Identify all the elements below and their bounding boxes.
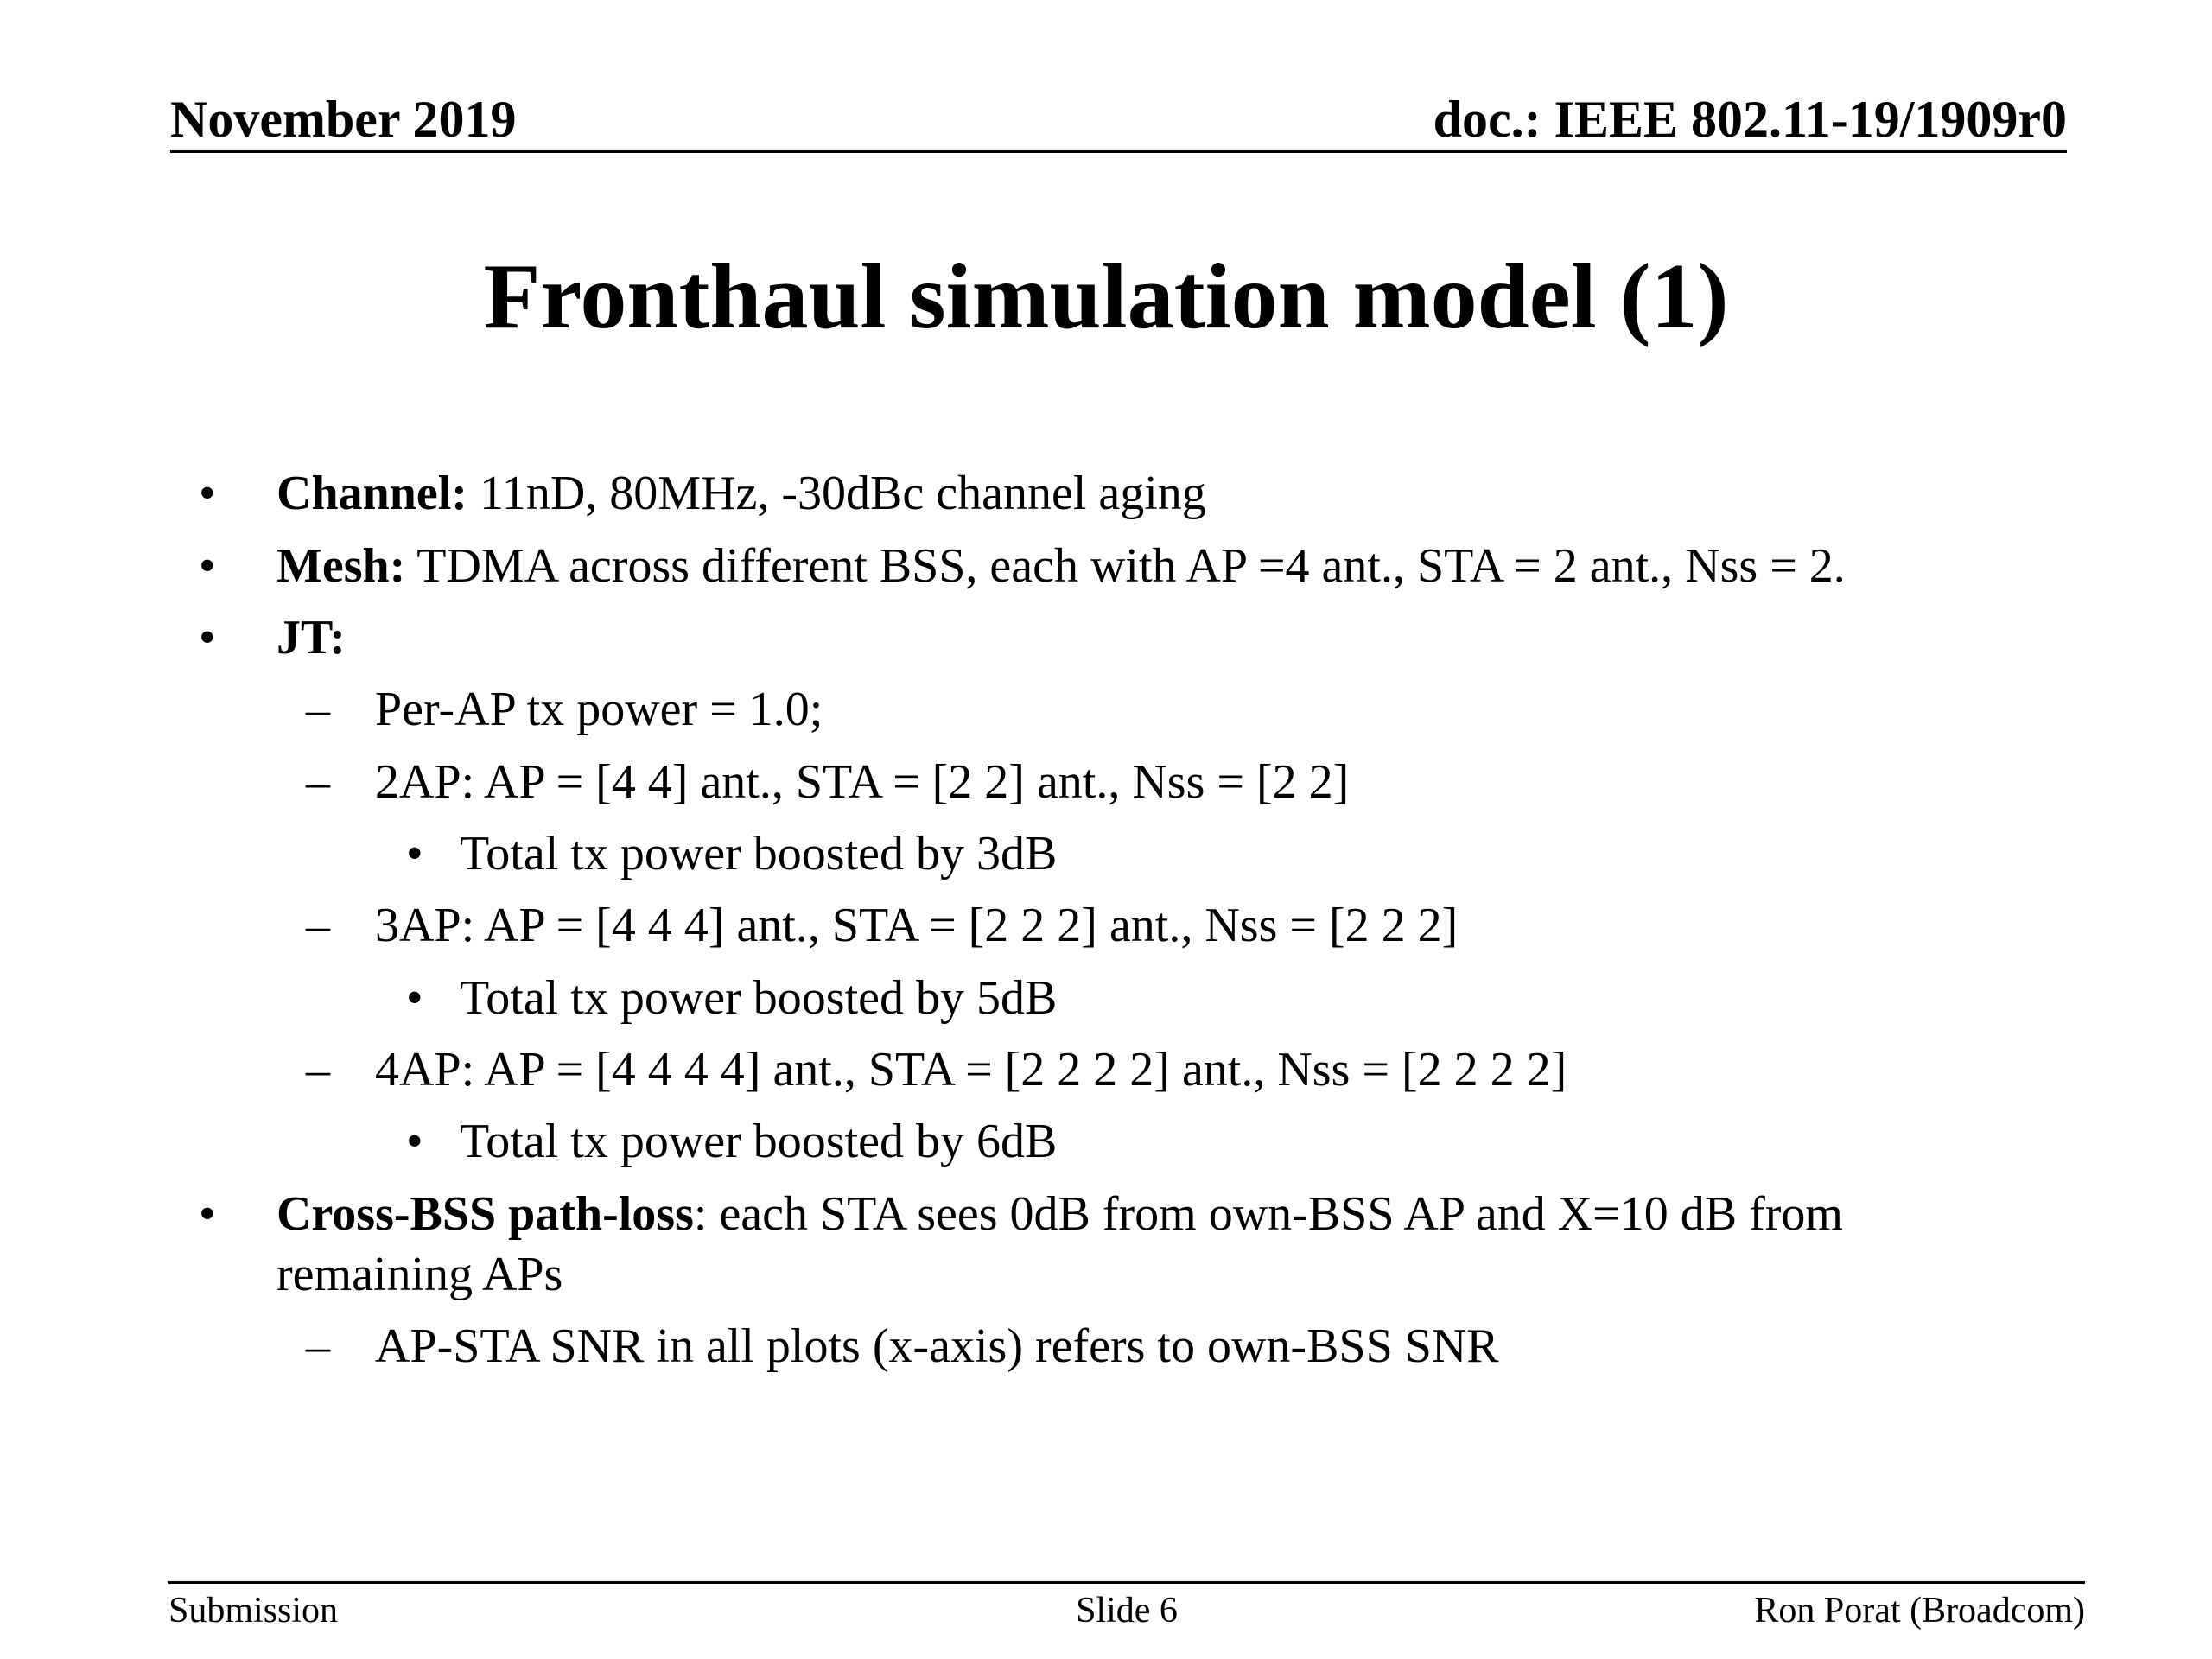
dash-marker: – (306, 899, 330, 952)
sub-item-text: 3AP: AP = [4 4 4] ant., STA = [2 2 2] ant., Nss = [2 2 2] (375, 899, 1459, 952)
bullet-label: Channel: (276, 467, 467, 520)
sub-sub-item (406, 1115, 1058, 1168)
bullet-cross-bss (199, 1187, 1843, 1241)
sub-item (306, 755, 1350, 809)
bullet-jt (199, 611, 346, 664)
bullet-marker: • (199, 539, 216, 593)
bullet-cross-bss-continued (276, 1250, 563, 1299)
bullet-text: TDMA across different BSS, each with AP =4 ant., STA = 2 ant., Nss = 2. (405, 539, 1846, 593)
header-date: November 2019 (170, 91, 517, 148)
slide-footer (168, 1581, 2085, 1630)
footer-submission: Submission (168, 1591, 339, 1630)
bullet-marker: • (199, 467, 216, 520)
dash-marker: – (306, 683, 330, 736)
bullet-text: 11nD, 80MHz, -30dBc channel aging (467, 467, 1206, 520)
sub-item (306, 1319, 1499, 1373)
dash-marker: – (306, 1043, 330, 1096)
sub-item-text: AP-STA SNR in all plots (x-axis) refers to own-BSS SNR (375, 1319, 1499, 1373)
bullet-marker: • (406, 827, 423, 880)
bullet-marker: • (199, 611, 216, 664)
sub-item-text: Per-AP tx power = 1.0; (375, 683, 823, 736)
dash-marker: – (306, 1319, 330, 1373)
bullet-marker: • (406, 1115, 423, 1168)
footer-slide-number: Slide 6 (1076, 1591, 1178, 1630)
bullet-text: remaining APs (276, 1248, 563, 1301)
sub-sub-item-text: Total tx power boosted by 5dB (460, 971, 1058, 1025)
sub-item-text: 2AP: AP = [4 4] ant., STA = [2 2] ant., Nss = [2 2] (375, 755, 1350, 809)
sub-sub-item-text: Total tx power boosted by 3dB (460, 827, 1058, 880)
sub-item-text: 4AP: AP = [4 4 4 4] ant., STA = [2 2 2 2] ant., Nss = [2 2 2 2] (375, 1043, 1567, 1096)
sub-item (306, 1043, 1567, 1096)
slide-title: Fronthaul simulation model (1) (483, 245, 1729, 348)
bullet-mesh (199, 539, 1846, 593)
sub-item (306, 683, 823, 736)
dash-marker: – (306, 755, 330, 809)
sub-sub-item (406, 827, 1058, 880)
bullet-marker: • (199, 1187, 216, 1241)
bullet-label: Mesh: (276, 539, 406, 593)
sub-sub-item-text: Total tx power boosted by 6dB (460, 1115, 1058, 1168)
bullet-label: Cross-BSS path-loss (276, 1187, 694, 1241)
footer-author: Ron Porat (Broadcom) (1754, 1591, 2085, 1630)
sub-sub-item (406, 971, 1058, 1025)
bullet-marker: • (406, 971, 423, 1025)
bullet-channel (199, 467, 1206, 520)
bullet-label: JT: (276, 611, 346, 664)
header-doc-id: doc.: IEEE 802.11-19/1909r0 (1433, 91, 2067, 148)
sub-item (306, 899, 1459, 952)
bullet-text: : each STA sees 0dB from own-BSS AP and X=10 dB from (693, 1187, 1843, 1241)
